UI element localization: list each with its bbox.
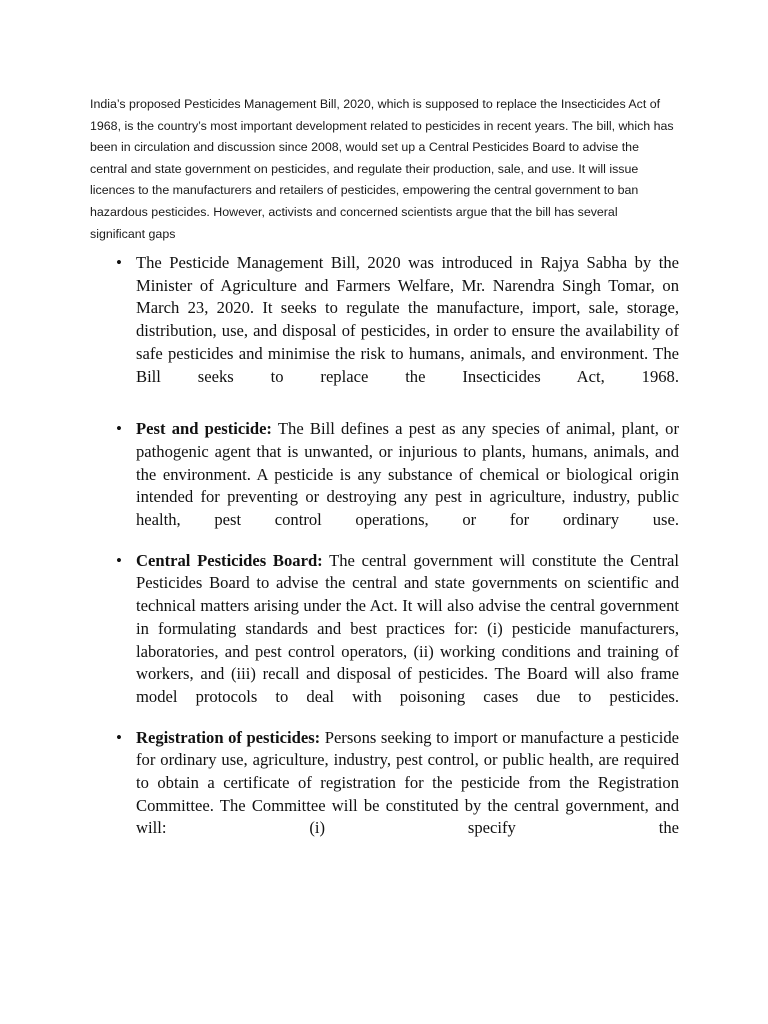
bullet-item-bill-introduction [0,252,768,388]
bullet-list [0,252,768,840]
bullet-text [136,418,679,532]
bullet-heading: Registration of pesticides: [136,727,321,747]
bullet-item-central-pesticides-board [0,550,768,709]
bullet-icon: • [116,419,122,439]
bullet-icon: • [116,253,122,272]
bullet-body: The Pesticide Management Bill, 2020 was introduced in Rajya Sabha by the Minister of Agriculture and Farmers Welfare, Mr. Narendra Singh Tomar, on March 23, 2020. It seeks to regulate the manufacture, import, sale, storage, distribution, use, and disposal of pesticides, in order to ensure the availability of safe pesticides and minimise the risk to humans, animals, and environment. The Bill seeks to replace the Insecticides Act, 1968. [136,253,679,386]
bullet-body: The Bill defines a pest as any species of animal, plant, or pathogenic agent that is unwanted, or injurious to plants, humans, animals, and the environment. A pesticide is any substance of chemical or biological origin intended for preventing or destroying any pest in agriculture, industry, public health, pest control operations, or for ordinary use. [136,419,679,530]
bullet-text [136,727,679,841]
bullet-item-registration-of-pesticides [0,727,768,841]
bullet-body: Persons seeking to import or manufacture a pesticide for ordinary use, agriculture, industry, pest control, or public health, are required to obtain a certificate of registration for the pesticide from the Registration Committee. The Committee will be constituted by the central government, and will: (i) specify the [136,727,679,838]
bullet-text [136,550,679,709]
intro-paragraph: India’s proposed Pesticides Management Bill, 2020, which is supposed to replace the Insecticides Act of 1968, is the country’s most important development related to pesticides in recent years. The bill, which has been in circulation and discussion since 2008, would set up a Central Pesticides Board to advise the central and state government on pesticides, and regulate their production, sale, and use. It will issue licences to the manufacturers and retailers of pesticides, empowering the central government to ban hazardous pesticides. However, activists and concerned scientists argue that the bill has several significant gaps [90,97,674,241]
bullet-text [136,252,679,388]
bullet-item-pest-and-pesticide [0,418,768,532]
bullet-body: The central government will constitute the Central Pesticides Board to advise the central and state governments on scientific and technical matters arising under the Act. It will also advise the central government in formulating standards and best practices for: (i) pesticide manufacturers, laboratories, and pest control operators, (ii) working conditions and training of workers, and (iii) recall and disposal of pesticides. The Board will also frame model protocols to deal with poisoning cases due to pesticides. [136,550,679,706]
bullet-icon: • [116,727,122,747]
bullet-icon: • [116,550,122,570]
bullet-heading: Central Pesticides Board: [136,550,323,570]
bullet-heading: Pest and pesticide: [136,419,272,439]
